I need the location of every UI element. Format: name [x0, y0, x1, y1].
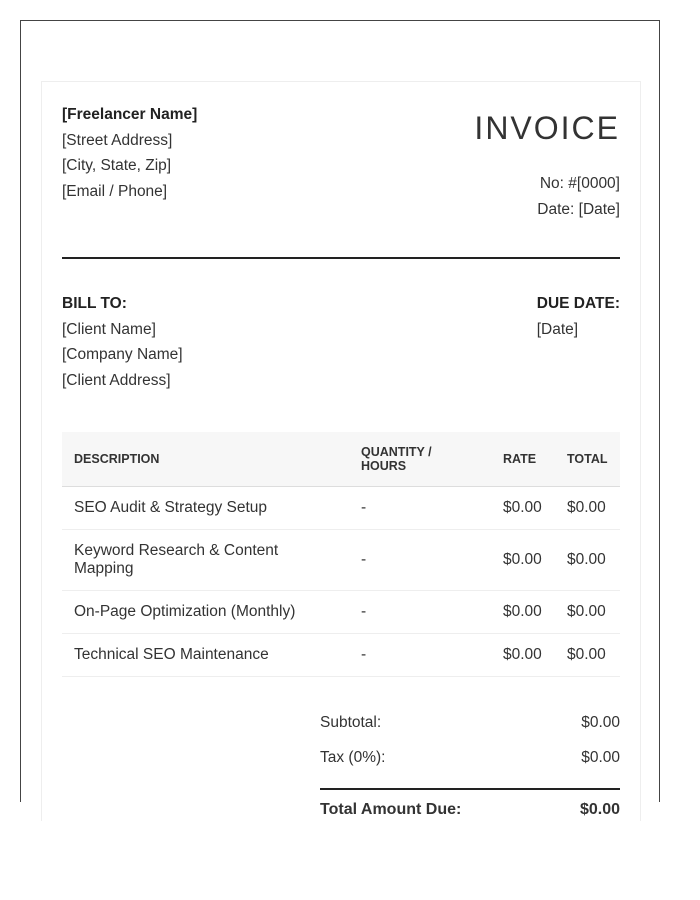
- invoice-sheet: [41, 81, 641, 821]
- freelancer-contact: [Email / Phone]: [62, 183, 168, 201]
- freelancer-street: [Street Address]: [62, 131, 173, 149]
- invoice-title: INVOICE: [474, 110, 620, 146]
- totals-section: [320, 714, 620, 818]
- table-body: [62, 487, 620, 677]
- due-date-label: DUE DATE:: [536, 295, 620, 312]
- document-frame: [20, 20, 660, 818]
- invoice-number: No: #[0000]: [539, 175, 620, 192]
- freelancer-city: [City, State, Zip]: [62, 157, 172, 175]
- row-total: $0.00: [555, 487, 620, 530]
- table-row: [62, 530, 620, 591]
- table-row: [62, 591, 620, 634]
- subtotal-label: Subtotal:: [320, 714, 382, 731]
- invoice-meta: [537, 171, 620, 223]
- table-header-row: [62, 432, 620, 487]
- row-rate: $0.00: [491, 530, 555, 591]
- row-rate: $0.00: [491, 591, 555, 634]
- row-description: SEO Audit & Strategy Setup: [62, 487, 349, 530]
- invoice-date: Date: [Date]: [537, 201, 620, 218]
- tax-label: Tax (0%):: [320, 749, 386, 766]
- header-description: DESCRIPTION: [62, 432, 349, 487]
- client-name: [Client Name]: [62, 320, 156, 338]
- row-rate: $0.00: [491, 634, 555, 677]
- row-total: $0.00: [555, 634, 620, 677]
- header-total: TOTAL: [555, 432, 620, 487]
- invoice-header: [62, 102, 620, 257]
- row-quantity: -: [349, 530, 491, 591]
- tax-value: $0.00: [581, 749, 620, 766]
- table-row: [62, 634, 620, 677]
- bill-to-block: [62, 291, 183, 394]
- total-due-value: $0.00: [579, 801, 620, 818]
- subtotal-row: [320, 714, 620, 749]
- total-due-label: Total Amount Due:: [320, 801, 462, 818]
- freelancer-info: [62, 102, 197, 205]
- header-divider: [62, 257, 620, 259]
- row-description: Keyword Research & Content Mapping: [62, 530, 349, 591]
- header-quantity: QUANTITY / HOURS: [349, 432, 491, 487]
- tax-row: [320, 749, 620, 784]
- line-items-table: [62, 432, 620, 677]
- row-description: On-Page Optimization (Monthly): [62, 591, 349, 634]
- invoice-content: [62, 102, 620, 818]
- row-quantity: -: [349, 634, 491, 677]
- table-row: [62, 487, 620, 530]
- subtotal-value: $0.00: [581, 714, 620, 731]
- row-quantity: -: [349, 487, 491, 530]
- row-quantity: -: [349, 591, 491, 634]
- client-address: [Client Address]: [62, 372, 171, 390]
- row-total: $0.00: [555, 530, 620, 591]
- bill-to-label: BILL TO:: [62, 295, 127, 312]
- total-due-row: [320, 801, 620, 821]
- freelancer-name: [Freelancer Name]: [62, 106, 198, 123]
- row-description: Technical SEO Maintenance: [62, 634, 349, 677]
- row-rate: $0.00: [491, 487, 555, 530]
- due-date-value: [Date]: [536, 320, 579, 338]
- totals-divider: [320, 788, 620, 790]
- table-header: [62, 432, 620, 487]
- company-name: [Company Name]: [62, 346, 183, 364]
- header-rate: RATE: [491, 432, 555, 487]
- due-date-block: [537, 291, 620, 342]
- row-total: $0.00: [555, 591, 620, 634]
